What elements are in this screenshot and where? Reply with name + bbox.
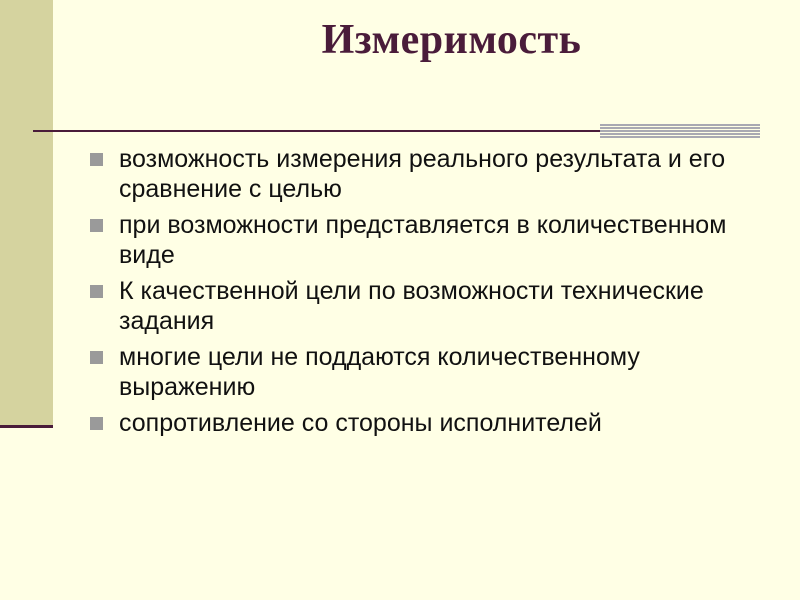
bullet-text: возможность измерения реального результата и его сравнение с целью	[119, 145, 726, 203]
title-divider-accent	[600, 124, 760, 138]
square-bullet-icon	[90, 351, 103, 364]
bullet-item	[90, 210, 780, 270]
bullet-item	[90, 342, 780, 402]
square-bullet-icon	[90, 219, 103, 232]
bullet-text: сопротивление со стороны исполнителей	[119, 409, 602, 437]
bullet-text: при возможности представляется в количественном виде	[119, 211, 727, 269]
title-divider-line	[33, 130, 600, 132]
bullet-item	[90, 276, 780, 336]
square-bullet-icon	[90, 417, 103, 430]
slide-title: Измеримость	[321, 17, 582, 63]
decorative-side-band	[0, 0, 53, 425]
decorative-side-band-edge	[0, 425, 53, 428]
bullet-list	[90, 144, 780, 444]
bullet-item	[90, 408, 780, 438]
bullet-text: многие цели не поддаются количественному выражению	[119, 343, 640, 401]
bullet-text: К качественной цели по возможности технические задания	[119, 277, 704, 335]
bullet-item	[90, 144, 780, 204]
square-bullet-icon	[90, 285, 103, 298]
square-bullet-icon	[90, 153, 103, 166]
